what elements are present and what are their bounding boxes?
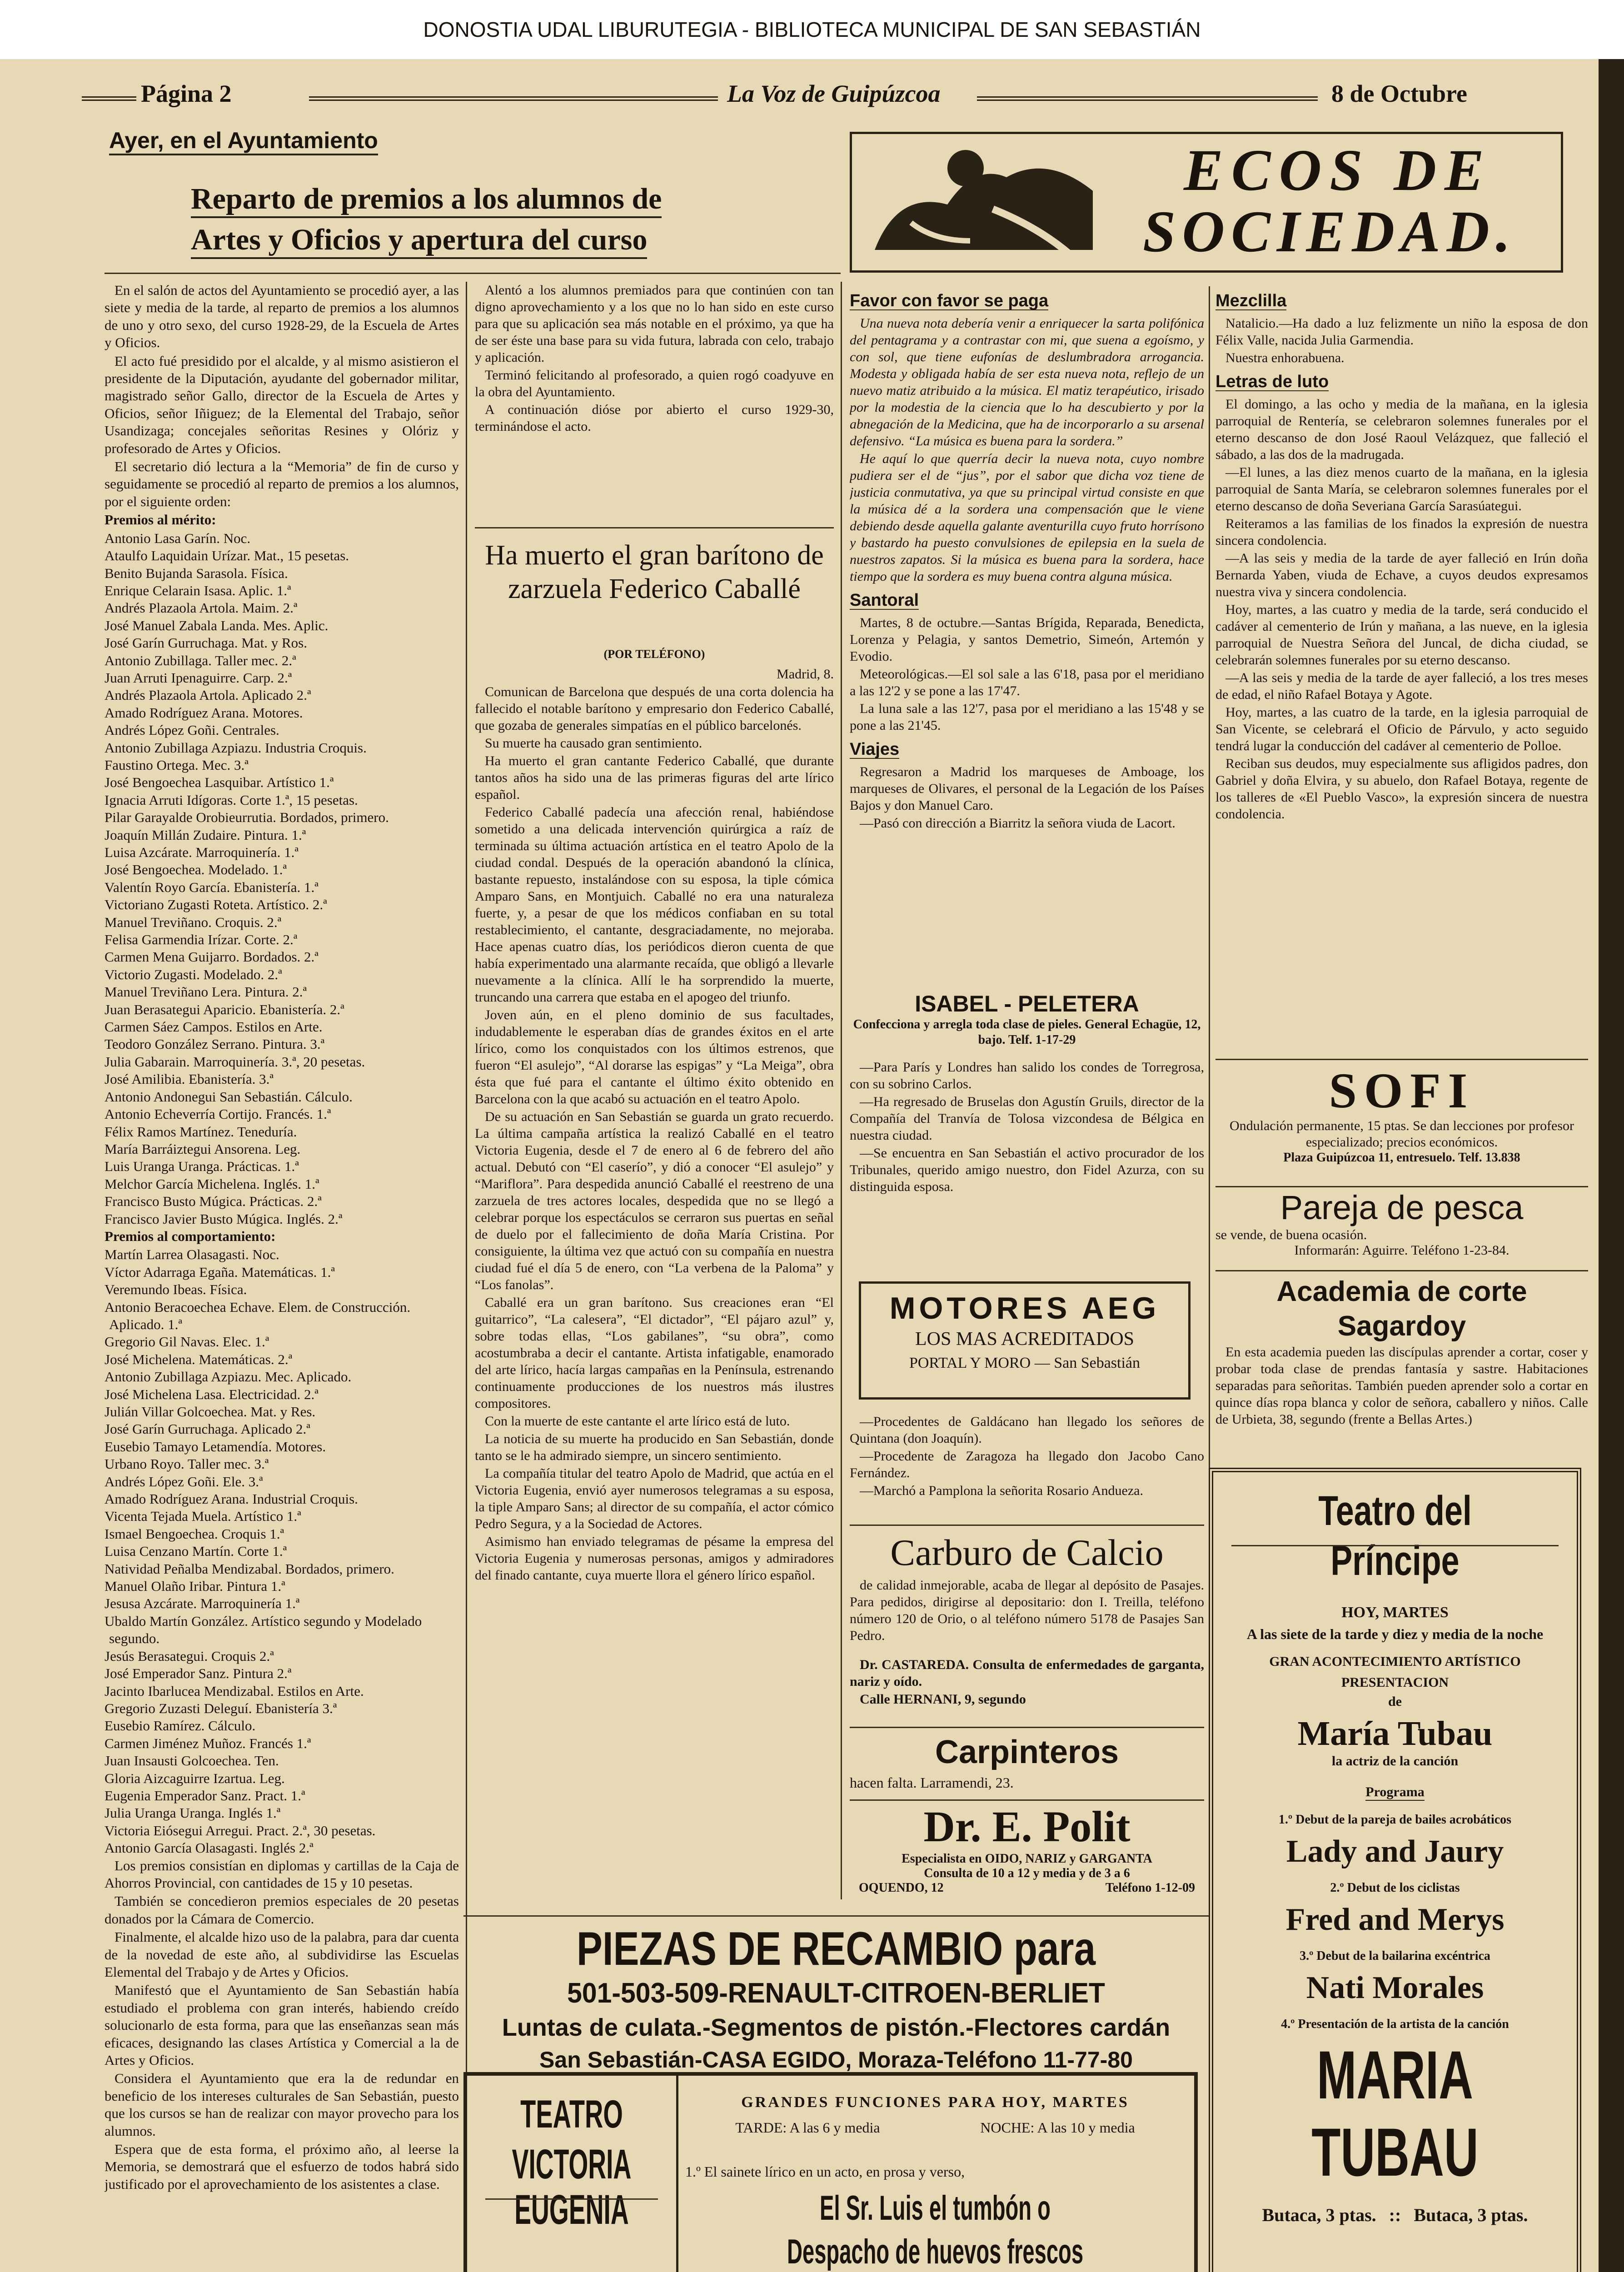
article-paragraph: La noticia de su muerte ha producido en San Sebastián, donde tanto se le ha admirado siempre, un sincero sentimiento. [475,1431,834,1463]
prize-entry: Antonio Zubillaga. Taller mec. 2.ª [105,652,296,668]
principe-price-separator: :: [1389,2205,1401,2225]
carpinteros-text: hacen falta. Larramendi, 23. [850,1774,1014,1791]
prize-entry: Jesusa Azcárate. Marroquinería 1.ª [105,1595,300,1612]
ad-rule [850,1799,1204,1801]
principe-program-heading: Programa [1365,1784,1424,1801]
article-paragraph: El acto fué presidido por el alcalde, y al mismo asistieron el presidente de la Diputación, ayudante del gobernador militar, magistrado señor Gallo, director de la Escuela de Artes y Oficios, señor Iñiguez; de la Elemental del Trabajo, señor Usandizaga; concejales señoritas Resines y Olóriz y profesorado de Artes y Oficios. [105,353,459,456]
carburo-text [850,1577,1204,1654]
luto-heading: Letras de luto [1216,372,1329,391]
isabel-text: Confecciona y arregla toda clase de pieles. General Echagüe, 12, bajo. Telf. 1-17-29 [853,1017,1201,1047]
ayuntamiento-title-2: Artes y Oficios y apertura del curso [191,223,647,259]
victoria-eugenia-ad [463,2072,1198,2272]
prize-entry: Gregorio Gil Navas. Elec. 1.ª [105,1334,269,1350]
premios-comportamiento-heading: Premios al comportamiento: [105,1228,276,1244]
principe-star: María Tubau [1297,1714,1493,1753]
luto-paragraph: Hoy, martes, a las cuatro de la tarde, en la iglesia parroquial de San Vicente, se celebrará el Oficio de Párvulo, y acto seguido tendrá lugar la conducción del cadáver al cementerio de Polloe. [1216,705,1588,753]
santoral-heading: Santoral [850,591,919,610]
luto-paragraph: —El lunes, a las diez menos cuarto de la mañana, en la iglesia parroquial de Santa María, se celebraron solemnes funerales por el eterno descanso de doña Severiana García Sarasúategui. [1216,465,1588,513]
paper-name: La Voz de Guipúzcoa [727,80,941,107]
prize-entry: Francisco Javier Busto Múgica. Inglés. 2.ª [105,1211,343,1227]
article-paragraph: Con la muerte de este cantante el arte lírico está de luto. [485,1414,790,1429]
page-number: Página 2 [141,80,232,107]
prize-entry: Juan Arruti Ipenaguirre. Carp. 2.ª [105,669,292,686]
sofi-text: Ondulación permanente, 15 ptas. Se dan lecciones por profesor especializado; precios económicos. [1229,1118,1574,1150]
article-paragraph: La compañía titular del teatro Apolo de Madrid, que actúa en el Victoria Eugenia, envió ayer numerosos telegramas a su esposa, la tiple Amparo Sans; al director de su compañía, el actor cómico Pedro Segura, y a la Sociedad de Actores. [475,1466,834,1531]
polit-title: Dr. E. Polit [923,1802,1131,1851]
prize-entry: Antonio García Olasagasti. Inglés 2.ª [105,1840,314,1856]
mezclilla-heading: Mezclilla [1216,291,1287,310]
prize-entry: Victorio Zugasti. Modelado. 2.ª [105,966,282,982]
prize-entry: José Garín Gurruchaga. Aplicado 2.ª [105,1421,310,1437]
principe-item: 3.º Debut de la bailarina excéntrica [1300,1949,1490,1963]
piezas-line-2: 501-503-509-RENAULT-CITROEN-BERLIET [567,1978,1105,2009]
prize-entry: Antonio Andonegui San Sebastián. Cálculo. [105,1088,353,1105]
piezas-line-1: PIEZAS DE RECAMBIO para [576,1923,1096,1975]
prize-entry: Víctor Adarraga Egaña. Matemáticas. 1.ª [105,1264,335,1280]
principe-title: Teatro del Príncipe [1318,1488,1472,1584]
prize-entry: Pilar Garayalde Orobieurrutia. Bordados, primero. [105,809,389,826]
polit-address: OQUENDO, 12 [859,1881,944,1895]
ecos-title-2: SOCIEDAD. [1143,199,1517,264]
viajes-paragraph: —Se encuentra en San Sebastián el activo procurador de los Tribunales, querido amigo nuestro, don Fidel Azurza, con su distinguida esposa. [850,1146,1204,1194]
ad-rule [850,1525,1204,1526]
prize-entry: Antonio Echeverría Cortijo. Francés. 1.ª [105,1106,331,1122]
prize-entry: Eusebio Ramírez. Cálculo. [105,1718,256,1734]
luto-paragraph: Reiteramos a las familias de los finados la expresión de nuestra sincera condolencia. [1216,516,1588,548]
prize-entry: Victoria Eiósegui Arregui. Pract. 2.ª, 30 pesetas. [105,1822,376,1839]
prize-entry: Luis Uranga Uranga. Prácticas. 1.ª [105,1158,299,1175]
article-paragraph: Ha muerto el gran cantante Federico Caballé, que durante tantos años ha sido una de las primeras figuras del arte lírico español. [475,753,834,802]
prize-entry: José Garín Gurruchaga. Mat. y Ros. [105,635,307,651]
victoria-times [685,2119,1185,2136]
ad-rule [850,1727,1204,1728]
viajes-paragraph: —Ha regresado de Bruselas don Agustín Gruils, director de la Compañía del Tranvía de Tolosa vizcondesa de Bélgica en nuestra ciudad. [850,1094,1204,1143]
prize-entry: Faustino Ortega. Mec. 3.ª [105,757,249,773]
prize-entry: Juan Insausti Golcoechea. Ten. [105,1753,279,1769]
ayuntamiento-kicker: Ayer, en el Ayuntamiento [109,127,378,155]
article-paragraph: Finalmente, el alcalde hizo uso de la palabra, para dar cuenta de la novedad de este año, al subdividirse las Escuelas Elemental del Trabajo y de Artes y Oficios. [105,1929,459,1980]
ayuntamiento-title-1: Reparto de premios a los alumnos de [191,182,662,218]
prize-entry: Julia Uranga Uranga. Inglés 1.ª [105,1805,281,1821]
article-paragraph: Los premios consistían en diplomas y cartillas de la Caja de Ahorros Provincial, con cantidades de 15 y 10 pesetas. [105,1857,459,1891]
masthead-rule [309,96,718,101]
ad-rule [1216,1270,1588,1271]
viajes-more [850,1413,1204,1522]
prize-entry: Carmen Jiménez Muñoz. Francés 1.ª [105,1735,311,1751]
prize-entry: Natividad Peñalba Mendizabal. Bordados, primero. [105,1560,394,1577]
article-paragraph: Su muerte ha causado gran sentimiento. [485,736,702,751]
pareja-ad [1216,1188,1588,1258]
victoria-sainete: 1.º El sainete lírico en un acto, en prosa y verso, [685,2163,965,2180]
article-paragraph: Considera el Ayuntamiento que era la de redundar en beneficio de los intereses culturales de San Sebastián, puesto que los cursos se han de realizar con mayor provecho para los alumnos. [105,2070,459,2139]
prize-entry: José Michelena. Matemáticas. 2.ª [105,1351,293,1367]
principe-day: HOY, MARTES [1341,1604,1449,1621]
motores-sub: LOS MAS ACREDITADOS [915,1329,1135,1350]
principe-prices [1213,2204,1577,2226]
article-paragraph: Manifestó que el Ayuntamiento de San Sebastián había estudiado el problema con gran interés, habiendo creído solucionarlo de esta forma, para que las enseñanzas sean más eficaces, designando las clases Artística y Comercial a la de Artes y Oficios. [105,1982,459,2068]
prize-entry: Ismael Bengoechea. Croquis 1.ª [105,1525,284,1542]
prize-entry: Eugenia Emperador Sanz. Pract. 1.ª [105,1787,305,1804]
isabel-title: ISABEL - PELETERA [915,991,1139,1016]
principe-item: 4.º Presentación de la artista de la canción [1281,2017,1509,2031]
principe-headliner: MARIA TUBAU [1311,2037,1479,2190]
archive-banner: DONOSTIA UDAL LIBURUTEGIA - BIBLIOTECA MUNICIPAL DE SAN SEBASTIÁN [0,0,1624,59]
premios-comportamiento-list [105,1246,459,1857]
principe-star-sub: la actriz de la canción [1331,1754,1459,1769]
prize-entry: Martín Larrea Olasagasti. Noc. [105,1246,279,1263]
prize-entry: Ignacia Arruti Idígoras. Corte 1.ª, 15 pesetas. [105,792,358,808]
page-edge [1599,59,1624,2272]
prize-entry: Melchor García Michelena. Inglés. 1.ª [105,1176,319,1192]
prize-entry: José Bengoechea. Modelado. 1.ª [105,862,287,878]
prize-entry: José Amilibia. Ebanistería. 3.ª [105,1071,274,1087]
principe-price: Butaca, 3 ptas. [1414,2205,1528,2225]
motores-address: PORTAL Y MORO — San Sebastián [909,1355,1141,1371]
ad-rule [485,2198,658,2200]
masthead-rule [82,96,136,101]
caballe-byline: (POR TELÉFONO) [603,648,705,661]
favor-paragraph: He aquí lo que querría decir la nueva nota, cuyo nombre pudiera ser el de “jus”, por el sabor que dicha voz tiene de justicia conmutativa, ya que su principal virtud consiste en que la música dé a la sordera una compensación que le viene debiendo desde aquella galante aventurilla cuyo fruto horrísono y bastardo ha puesto convulsiones de epilepsia en la suela de nuestros zapatos. Si la música es buena para la sordera, hace tiempo que la sordera es muy buena contra alguna música. [850,451,1204,584]
prize-entry: José Bengoechea Lasquibar. Artístico 1.ª [105,774,334,791]
prize-entry: Eusebio Tamayo Letamendía. Motores. [105,1438,326,1455]
motores-address-2: San Sebastián [1054,1355,1141,1371]
prize-entry: Antonio Beracoechea Echave. Elem. de Construcción. Aplicado. 1.ª [105,1299,411,1332]
prize-entry: Andrés Plazaola Artola. Maim. 2.ª [105,600,298,616]
article-paragraph: Federico Caballé padecía una afección renal, habiéndose sometido a una delicada intervención quirúrgica a raíz de terminada su última actuación artística en el teatro Apolo de la ciudad condal. Después de la operación abandonó la clínica, bastante repuesto, instalándose con su esposa, la tiple cómica Amparo Sans, en Montjuich. Caballé no era una naturaleza fuerte, y, a pesar de que los médicos confiaban en su total restablecimiento, el cantante, desgraciadamente, no mejoraba. Hace apenas cuatro días, los periódicos dieron cuenta de que había experimentado una alarmante recaída, que obligó a llevarle nuevamente a la clínica. Allí le ha sorprendido la muerte, truncando una carrera que estaba en el apogeo del triunfo. [475,805,834,1005]
dancer-illustration-icon [857,136,1111,268]
prize-entry: Antonio Zubillaga Azpiazu. Industria Croquis. [105,739,367,756]
sagardoy-ad [1216,1275,1588,1429]
mezclilla-column [1216,286,1588,1050]
santoral-paragraph: Meteorológicas.—El sol sale a las 6'18, pasa por el meridiano a las 12'2 y se pone a las 17'47. [850,667,1204,698]
viajes-paragraph: —Marchó a Pamplona la señorita Rosario Andueza. [860,1483,1143,1498]
polit-line: Especialista en OIDO, NARIZ y GARGANTA [902,1852,1152,1866]
prize-entry: Amado Rodríguez Arana. Motores. [105,704,303,721]
viajes-heading: Viajes [850,740,900,759]
victoria-eugenia-panel [467,2076,678,2272]
caballe-title: Ha muerto el gran barítono de zarzuela Federico Caballé [485,540,824,604]
principe-event: GRAN ACONTECIMIENTO ARTÍSTICO [1269,1654,1521,1669]
luto-paragraph: —A las seis y media de la tarde de ayer falleció, a los tres meses de edad, el niño Rafael Botaya y Agote. [1216,670,1588,702]
prize-entry: Vicenta Tejada Muela. Artístico 1.ª [105,1508,301,1525]
viajes-paragraph: —Pasó con dirección a Biarritz la señora viuda de Lacort. [860,816,1176,831]
principe-price: Butaca, 3 ptas. [1262,2205,1376,2225]
prize-entry: Julián Villar Golcoechea. Mat. y Res. [105,1404,316,1420]
luto-paragraph: Hoy, martes, a las cuatro y media de la tarde, será conducido el cadáver al cementerio de Irún y mañana, a las nueve, en la iglesia parroquial de Nuestra Señora del Juncal, de dicha ciudad, se celebrarán solemnes funerales por su eterno descanso. [1216,602,1588,668]
viajes-continuation [850,1059,1204,1272]
mezclilla-paragraph: Natalicio.—Ha dado a luz felizmente un niño la esposa de don Félix Valle, nacida Julia Garmendia. [1216,316,1588,348]
prize-entry: Félix Ramos Martínez. Teneduría. [105,1123,297,1140]
ecos-title-1: ECOS DE [1184,138,1492,203]
premios-merito-heading: Premios al mérito: [105,512,216,528]
piezas-line-3: Luntas de culata.-Segmentos de pistón.-Flectores cardán [502,2014,1171,2041]
prize-entry: Manuel Treviñano. Croquis. 2.ª [105,914,282,930]
prize-entry: Andrés López Goñi. Centrales. [105,722,279,738]
principe-item: 1.º Debut de la pareja de bailes acrobáticos [1278,1813,1512,1827]
prize-entry: Felisa Garmendia Irízar. Corte. 2.ª [105,932,298,948]
prize-entry: Carmen Sáez Campos. Estilos en Arte. [105,1019,323,1035]
prize-entry: Carmen Mena Guijarro. Bordados. 2.ª [105,949,319,965]
prize-entry: Andrés López Goñi. Ele. 3.ª [105,1473,263,1490]
article-paragraph: Espera que de esta forma, el próximo año, al leerse la Memoria, se demostrará que el esfuerzo de todos habrá sido justificado por el aprovechamiento de los asistentes a clase. [105,2141,459,2192]
ad-rule [463,1915,1209,1917]
castaneda-ad [850,1656,1204,1709]
santoral-paragraph: Martes, 8 de octubre.—Santas Brígida, Reparada, Benedicta, Lorenza y Pelagia, y santos Demetrio, Simeón, Artemón y Evodio. [850,615,1204,664]
prize-entry: José Manuel Zabala Landa. Mes. Aplic. [105,617,329,633]
prize-entry: Gloria Aizcaguirre Izartua. Leg. [105,1770,285,1786]
prize-entry: Julia Gabarain. Marroquinería. 3.ª, 20 pesetas. [105,1053,365,1070]
prize-entry: Amado Rodríguez Arana. Industrial Croquis. [105,1491,358,1507]
sofi-title: SOFI [1329,1063,1475,1118]
favor-heading: Favor con favor se paga [850,291,1049,310]
prize-entry: Juan Berasategui Aparicio. Ebanistería. 2.ª [105,1001,344,1017]
prize-entry: Andrés Plazaola Artola. Aplicado 2.ª [105,687,311,703]
principe-item: 2.º Debut de los ciclistas [1330,1881,1460,1895]
column-rule [841,282,842,1899]
victoria-name-2: VICTORIA EUGENIA [512,2141,632,2233]
prize-entry: Manuel Olaño Iribar. Pintura 1.ª [105,1578,285,1594]
castaneda-text: Dr. CASTAREDA. Consulta de enfermedades de garganta, nariz y oído. [850,1657,1204,1689]
viajes-paragraph: Regresaron a Madrid los marqueses de Amboage, los marqueses de Olivares, el personal de la Legación de los Países Bajos y don Manuel Caro. [850,764,1204,813]
prize-entry: José Emperador Sanz. Pintura 2.ª [105,1665,292,1682]
prize-entry: Jesús Berasategui. Croquis 2.ª [105,1648,274,1664]
article-paragraph: Alentó a los alumnos premiados para que continúen con tan digno aprovechamiento y a los que no lo han sido en este curso para que su aplicación sea más notable en el próximo, ya que ha de ser éste una base para su vida futura, labrada con celo, trabajo y aplicación. [475,283,834,365]
article-paragraph: Asimismo han enviado telegramas de pésame la empresa del Victoria Eugenia y numerosas personas, amigos y admiradores del finado cantante, cuya muerte llora el género lírico español. [475,1534,834,1583]
caballe-article [475,666,834,1897]
ecos-banner [850,132,1563,273]
polit-contact [850,1881,1204,1895]
luto-paragraph: —A las seis y media de la tarde de ayer falleció en Irún doña Bernarda Yaben, viuda de Echave, a cuyos deudos expresamos nuestra viva y sincera condolencia. [1216,551,1588,599]
prize-entry: Urbano Royo. Taller mec. 3.ª [105,1456,269,1472]
principe-times: A las siete de la tarde y diez y media de la noche [1246,1626,1544,1642]
sagardoy-title: Academia de corte Sagardoy [1276,1276,1527,1342]
prize-entry: Antonio Zubillaga Azpiazu. Mec. Aplicado. [105,1369,352,1385]
prize-entry: Benito Bujanda Sarasola. Física. [105,565,288,581]
viajes-paragraph: —Procedente de Zaragoza ha llegado don Jacobo Cano Fernández. [850,1449,1204,1480]
prize-entry: Gregorio Zuzasti Deleguí. Ebanistería 3.ª [105,1700,337,1716]
article-paragraph: A continuación dióse por abierto el curso 1929-30, terminándose el acto. [475,402,834,434]
carpinteros-title: Carpinteros [935,1734,1119,1770]
castaneda-address: Calle HERNANI, 9, segundo [860,1692,1026,1707]
victoria-afternoon: TARDE: A las 6 y media [735,2119,880,2136]
sofi-address: Plaza Guipúzcoa 11, entresuelo. Telf. 13.838 [1283,1151,1520,1165]
prize-entry: Ataulfo Laquidain Urízar. Mat., 15 pesetas. [105,548,349,564]
pareja-title: Pareja de pesca [1280,1189,1524,1226]
prize-entry: Ubaldo Martín González. Artístico segundo y Modelado segundo. [105,1613,422,1647]
prize-entry: José Michelena Lasa. Electricidad. 2.ª [105,1386,319,1402]
prize-entry: Jacinto Ibarlucea Mendizabal. Estilos en Arte. [105,1683,364,1699]
sagardoy-body [1216,1344,1588,1428]
sagardoy-text: En esta academia pueden las discípulas aprender a cortar, coser y probar toda clase de prendas fantasía y sastre. Habitaciones separadas para señoritas. También pueden aprender solo a cortar en quince días ropa blanca y color de señora, caballero y niños. Calle de Urbieta, 38, segundo (frente a Bellas Artes.) [1216,1345,1588,1427]
favor-paragraph: Una nueva nota debería venir a enriquecer la sarta polifónica del pentagrama y a contrastar con mi, que suena a egoísmo, y con sol, que tiene eufonías de deslumbradora arrogancia. Modesta y obligada había de ser esta nueva nota, reflejo de un nuevo matiz atribuido a la música. El matiz terapéutico, irisado por la modestia de la ciencia que lo ha descubierto y por la abnegación de la Medicina, que ha de incorporarlo a su arsenal defensivo. “La música es buena para la sordera.” [850,316,1204,448]
prize-entry: María Barráiztegui Ansorena. Leg. [105,1141,301,1157]
sofi-ad [1216,1063,1588,1165]
victoria-name-1: TEATRO [520,2093,623,2136]
polit-phone: Teléfono 1-12-09 [1105,1881,1195,1895]
principe-act: Fred and Merys [1285,1902,1504,1937]
page-date: 8 de Octubre [1331,80,1467,107]
polit-line: Consulta de 10 a 12 y media y de 3 a 6 [924,1866,1130,1880]
article-paragraph: En el salón de actos del Ayuntamiento se procedió ayer, a las siete y media de la tarde, al reparto de premios a los alumnos de uno y otro sexo, del curso 1928-29, de la Escuela de Artes y Oficios. [105,282,459,351]
article-paragraph: Joven aún, en el pleno dominio de sus facultades, indudablemente le esperaban días de grandes éxitos en el arte lírico, como los conquistados con los últimos estrenos, que fueron “El asulejo”, “Al dorarse las espigas” y “La Meiga”, obra ésta que fué para el cantante el último éxito obtenido en Barcelona con la que acabó su actuación en el teatro Apolo. [475,1007,834,1106]
principe-ad [1209,1468,1581,2272]
victoria-title-1: El Sr. Luis el tumbón o Despacho de huevos frescos [787,2189,1084,2271]
principe-act: Nati Morales [1306,1970,1484,2005]
carburo-paragraph: de calidad inmejorable, acaba de llegar al depósito de Pasajes. Para pedidos, dirigirse al depositario: don I. Treilla, teléfono número 120 de Orio, o al teléfono número 5178 de Pasajes San Pedro. [850,1578,1204,1643]
victoria-program [685,2094,1185,2272]
isabel-ad [850,991,1204,1048]
viajes-paragraph: —Procedentes de Galdácano han llegado los señores de Quintana (don Joaquín). [850,1414,1204,1446]
mezclilla-paragraph: Nuestra enhorabuena. [1225,350,1345,365]
ayuntamiento-article [105,282,459,2272]
prize-entry: Francisco Busto Múgica. Prácticas. 2.ª [105,1193,322,1210]
principe-act: Lady and Jaury [1286,1834,1504,1869]
pareja-text: se vende, de buena ocasión. [1216,1227,1367,1242]
prize-entry: Victoriano Zugasti Roteta. Artístico. 2.ª [105,897,327,913]
motores-title: MOTORES AEG [889,1291,1160,1325]
prize-entry: Veremundo Ibeas. Física. [105,1281,247,1298]
prize-entry: Valentín Royo García. Ebanistería. 1.ª [105,879,319,895]
pareja-info: Informarán: Aguirre. Teléfono 1-23-84. [1294,1243,1509,1258]
ayuntamiento-continuation [475,282,834,518]
piezas-ad [463,1922,1209,2076]
polit-ad [850,1802,1204,1895]
principe-presentation: PRESENTACION [1341,1675,1449,1690]
ad-rule [1231,1545,1559,1546]
ad-rule [1216,1186,1588,1187]
society-column [850,286,1204,986]
carburo-title: Carburo de Calcio [890,1532,1164,1573]
prize-entry: Antonio Lasa Garín. Noc. [105,530,251,546]
luto-paragraph: Reciban sus deudos, muy especialmente sus afligidos padres, don Gabriel y doña Elvira, y su abuelo, don Rafael Botaya, regente de los talleres de «El Pueblo Vasco», la expresión sincera de nuestra condolencia. [1216,756,1588,822]
article-paragraph: De su actuación en San Sebastián se guarda un grato recuerdo. La última campaña artística la realizó Caballé en el teatro Victoria Eugenia, desde el 7 de enero al 6 de febrero del año actual. Debutó con “El caserío”, y dió a conocer “El asulejo” y “Mariflora”. Para despedida anunció Caballé el reestreno de una zarzuela de tres actores locales, despedida que no se llegó a celebrar porque los espectáculos se cerraron sus puertas en señal de duelo por el fallecimiento de doña María Cristina. Por consiguiente, la última vez que actuó con su compañía en nuestra ciudad fué el día 5 de enero, con “La verbena de la Paloma” y “Los fanolas”. [475,1109,834,1292]
victoria-night: NOCHE: A las 10 y media [980,2119,1135,2136]
principe-de: de [1388,1694,1402,1709]
prize-entry: Enrique Celarain Isasa. Aplic. 1.ª [105,582,291,598]
prize-entry: Luisa Azcárate. Marroquinería. 1.ª [105,844,299,860]
title-rule [105,273,841,274]
caballe-dateline: Madrid, 8. [777,667,834,682]
masthead-rule [977,96,1318,101]
prize-entry: Teodoro González Serrano. Pintura. 3.ª [105,1036,325,1052]
prize-entry: Luisa Cenzano Martín. Corte 1.ª [105,1543,287,1560]
article-paragraph: También se concedieron premios especiales de 20 pesetas donados por la Cámara de Comercio. [105,1893,459,1927]
motores-ad [859,1281,1191,1400]
article-rule [475,527,834,528]
prize-entry: Joaquín Millán Zudaire. Pintura. 1.ª [105,827,306,843]
prize-entry: Manuel Treviñano Lera. Pintura. 2.ª [105,984,307,1000]
article-paragraph: Caballé era un gran barítono. Sus creaciones eran “El guitarrico”, “La calesera”, “El dictador”, “El pájaro azul” y, sobre todas ellas, “Los gabilanes”, “su obra”, como acostumbraba a decir el cantante. Artista infatigable, enamorado del arte lírico, hacía largas campañas en la Península, estrenando continuamente producciones de los nuestros más ilustres compositores. [475,1295,834,1411]
piezas-line-4: San Sebastián-CASA EGIDO, Moraza-Teléfono 11-77-80 [539,2047,1133,2073]
article-paragraph: Terminó felicitando al profesorado, a quien rogó coadyuve en la obra del Ayuntamiento. [475,368,834,399]
article-paragraph: Comunican de Barcelona que después de una corta dolencia ha fallecido el notable barítono y empresario don Federico Caballé, que gozaba de generales simpatías en el público barcelonés. [475,684,834,733]
viajes-paragraph: —Para París y Londres han salido los condes de Torregrosa, con su sobrino Carlos. [850,1060,1204,1091]
victoria-functions: GRANDES FUNCIONES PARA HOY, MARTES [741,2094,1129,2111]
luto-paragraph: El domingo, a las ocho y media de la mañana, en la iglesia parroquial de Rentería, se celebraron solemnes funerales por el eterno descanso de don José Raoul Velázquez, que falleció el sábado, a las dos de la madrugada. [1216,397,1588,462]
motores-address-1: PORTAL Y MORO [909,1355,1031,1371]
santoral-paragraph: La luna sale a las 12'7, pasa por el meridiano a las 15'48 y se pone a las 21'45. [850,701,1204,733]
premios-merito-list [105,530,459,1228]
ad-rule [1216,1059,1588,1060]
article-paragraph: El secretario dió lectura a la “Memoria” de fin de curso y seguidamente se procedió al reparto de premios a los alumnos, por el siguiente orden: [105,458,459,509]
